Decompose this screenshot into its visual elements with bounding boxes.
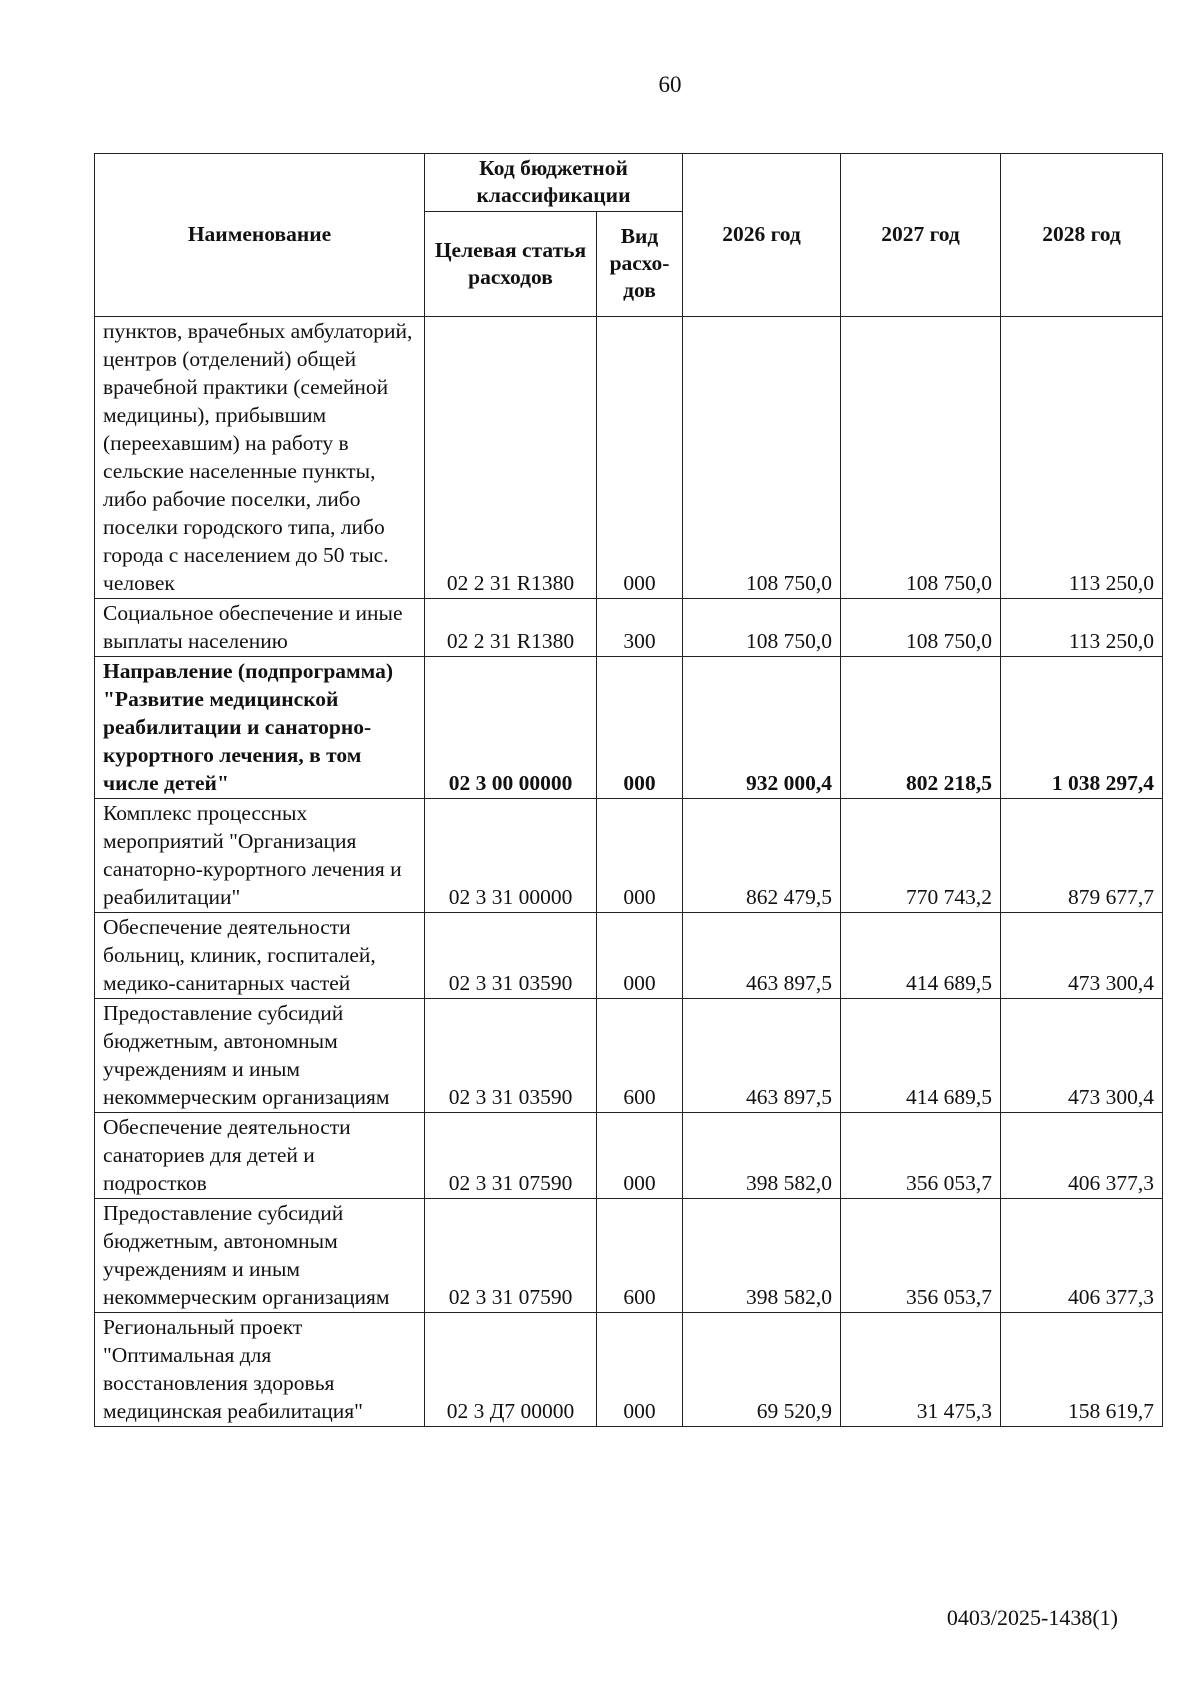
row-target-code-cell: 02 3 31 07590 [425, 1113, 597, 1199]
row-amount-2028-cell: 473 300,4 [1001, 999, 1163, 1113]
header-name: Наименование [95, 154, 425, 317]
row-name-cell: пунктов, врачебных амбулаторий, центров (отделений) общей врачебной практики (семейной медицины), прибывшим (переехавшим) на работу в сельские населенные пункты, либо рабочие поселки, либо поселки городского типа, либо города с населением до 50 тыс. человек [95, 317, 425, 599]
row-amount-2027-cell: 770 743,2 [841, 799, 1001, 913]
row-amount-2026-cell: 398 582,0 [683, 1113, 841, 1199]
row-target-code-cell: 02 3 31 00000 [425, 799, 597, 913]
row-amount-2027-cell: 108 750,0 [841, 599, 1001, 657]
row-target-code-cell: 02 3 31 03590 [425, 999, 597, 1113]
table-body [95, 317, 1163, 1427]
row-expense-type-cell: 300 [597, 599, 683, 657]
row-amount-2026-cell: 69 520,9 [683, 1313, 841, 1427]
row-expense-type-cell: 000 [597, 1313, 683, 1427]
page-number: 60 [658, 72, 682, 97]
row-target-code-cell: 02 3 00 00000 [425, 657, 597, 799]
row-target-code-cell: 02 3 31 03590 [425, 913, 597, 999]
row-target-code-cell: 02 3 Д7 00000 [425, 1313, 597, 1427]
table-row [95, 1313, 1163, 1427]
row-amount-2026-cell: 463 897,5 [683, 999, 841, 1113]
row-amount-2026-cell: 932 000,4 [683, 657, 841, 799]
budget-table [94, 153, 1163, 1427]
row-amount-2026-cell: 108 750,0 [683, 599, 841, 657]
row-expense-type-cell: 000 [597, 799, 683, 913]
row-name-cell: Предоставление субсидий бюджетным, автономным учреждениям и иным некоммерческим организациям [95, 1199, 425, 1313]
table-row [95, 999, 1163, 1113]
row-amount-2028-cell: 406 377,3 [1001, 1199, 1163, 1313]
row-expense-type-cell: 000 [597, 317, 683, 599]
row-amount-2027-cell: 802 218,5 [841, 657, 1001, 799]
row-expense-type-cell: 000 [597, 913, 683, 999]
header-year-2028: 2028 год [1001, 154, 1163, 317]
row-amount-2028-cell: 406 377,3 [1001, 1113, 1163, 1199]
row-name-cell: Предоставление субсидий бюджетным, автономным учреждениям и иным некоммерческим организациям [95, 999, 425, 1113]
row-amount-2028-cell: 113 250,0 [1001, 599, 1163, 657]
row-amount-2027-cell: 31 475,3 [841, 1313, 1001, 1427]
row-name-cell: Обеспечение деятельности больниц, клиник, госпиталей, медико-санитарных частей [95, 913, 425, 999]
row-amount-2027-cell: 414 689,5 [841, 999, 1001, 1113]
table-row [95, 317, 1163, 599]
row-amount-2027-cell: 356 053,7 [841, 1113, 1001, 1199]
row-amount-2026-cell: 862 479,5 [683, 799, 841, 913]
row-name-cell: Социальное обеспечение и иные выплаты населению [95, 599, 425, 657]
row-amount-2028-cell: 158 619,7 [1001, 1313, 1163, 1427]
table-header [95, 154, 1163, 317]
header-year-2027: 2027 год [841, 154, 1001, 317]
row-target-code-cell: 02 2 31 R1380 [425, 317, 597, 599]
row-amount-2028-cell: 113 250,0 [1001, 317, 1163, 599]
header-expense-type: Вид расхо-дов [597, 212, 683, 317]
row-amount-2026-cell: 463 897,5 [683, 913, 841, 999]
table-row [95, 1113, 1163, 1199]
table-row [95, 599, 1163, 657]
row-amount-2028-cell: 879 677,7 [1001, 799, 1163, 913]
row-amount-2028-cell: 473 300,4 [1001, 913, 1163, 999]
row-amount-2027-cell: 356 053,7 [841, 1199, 1001, 1313]
row-expense-type-cell: 000 [597, 657, 683, 799]
row-target-code-cell: 02 3 31 07590 [425, 1199, 597, 1313]
table-row [95, 657, 1163, 799]
row-target-code-cell: 02 2 31 R1380 [425, 599, 597, 657]
row-expense-type-cell: 000 [597, 1113, 683, 1199]
table-row [95, 913, 1163, 999]
header-year-2026: 2026 год [683, 154, 841, 317]
row-name-cell: Направление (подпрограмма) "Развитие медицинской реабилитации и санаторно-курортного лечения, в том числе детей" [95, 657, 425, 799]
document-id: 0403/2025-1438(1) [946, 1605, 1118, 1630]
row-amount-2026-cell: 398 582,0 [683, 1199, 841, 1313]
table-row [95, 799, 1163, 913]
table-row [95, 1199, 1163, 1313]
header-target-item: Целевая статья расходов [425, 212, 597, 317]
row-expense-type-cell: 600 [597, 1199, 683, 1313]
row-name-cell: Обеспечение деятельности санаториев для детей и подростков [95, 1113, 425, 1199]
row-name-cell: Комплекс процессных мероприятий "Организация санаторно-курортного лечения и реабилитации" [95, 799, 425, 913]
row-amount-2026-cell: 108 750,0 [683, 317, 841, 599]
row-expense-type-cell: 600 [597, 999, 683, 1113]
row-amount-2028-cell: 1 038 297,4 [1001, 657, 1163, 799]
header-classification: Код бюджетной классификации [425, 154, 683, 212]
row-name-cell: Региональный проект "Оптимальная для восстановления здоровья медицинская реабилитация" [95, 1313, 425, 1427]
row-amount-2027-cell: 414 689,5 [841, 913, 1001, 999]
row-amount-2027-cell: 108 750,0 [841, 317, 1001, 599]
